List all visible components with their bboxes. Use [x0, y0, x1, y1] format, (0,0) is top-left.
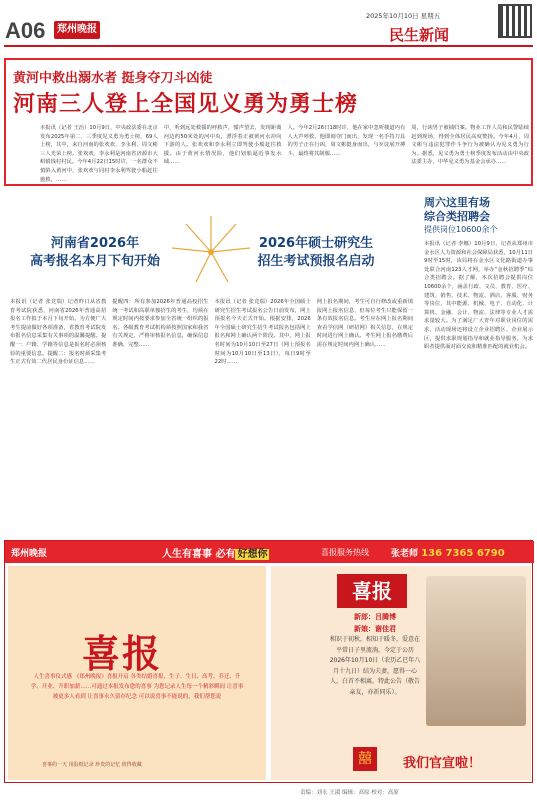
page-number: A06 — [5, 18, 46, 43]
header-rule — [4, 45, 533, 47]
text-column: 本报讯（记者 张竞瑞）2026年全国硕士研究生招生考试报名公告日前发布，网上预报名今天正式开始。根据安排，2026年全国硕士研究生招生考试报名包括网上报名和网上确认两个阶段。其中，网上报名时间为10月10日至27日（网上预报名时间为10月10日至13日），每日9时至22时…… — [214, 299, 311, 366]
couple-photo — [426, 576, 526, 726]
side-article — [424, 196, 533, 531]
contact-name: 张老师 — [391, 549, 419, 559]
bride-name: 新娘：谢佳君 — [354, 624, 396, 633]
right-headline-line2: 招生考试预报名启动 — [257, 254, 375, 269]
top-story — [4, 58, 533, 186]
text-column: 人。今年2月26日18时许，他在家中忽听楼道内有人大声呼救，他即刻夺门而出，发现一名手持刀具的男子正在行凶，周文彬挺身而出，与歹徒展开搏斗，最终将其制服…… — [287, 125, 406, 157]
groom-name: 新郎：吕腾博 — [354, 613, 396, 621]
hotline-label: 喜报服务热线 — [321, 548, 369, 557]
issue-date: 2025年10月10日 星期五 — [366, 12, 441, 20]
qr-code-icon — [498, 4, 532, 38]
phone-number: 136 7365 6790 — [421, 548, 505, 559]
text-column: 本报讯（记者 王治）10月9日，中央政法委在北京发布2025年第二、三季度见义勇为勇士榜，69人上榜，其中，来自河南的张欢欢、李永利、周文彬三人光荣上榜。张欢欢，李永利是河南省济源市大峪镇钱村村民。今年4月22日15时许，一名群众不慎陷入黄河中，张欢欢与同村李永利驾驶小船赶往施救，…… — [40, 125, 158, 183]
section-title: 民生新闻 — [389, 26, 450, 44]
top-story-kicker: 黄河中救出溺水者 挺身夺刀斗凶徒 — [13, 71, 213, 86]
hotline-contact — [391, 546, 505, 559]
text-column: 提醒四：所有参加2026年普通高校招生统一考试和高职单独招生的考生，均须在规定时间内按要求参加全省统一组织的报名。各级教育考试机构须按照国家和我省有关规定，严格审核报名信息，确保信息准确、完整…… — [112, 299, 209, 348]
side-subtitle: 提供岗位10600余个 — [424, 225, 498, 234]
advertisement — [4, 540, 533, 783]
announce-caption: 我们官宣啦！ — [403, 756, 482, 771]
slogan-highlight: 好想你 — [237, 549, 268, 560]
top-story-body — [40, 124, 529, 184]
side-title-line1: 周六这里有场 — [424, 196, 490, 209]
page-credits: 责编：刘永 王淑 编辑：高原 校对：高原 — [300, 790, 399, 796]
right-headline — [236, 235, 396, 271]
top-story-title: 河南三人登上全国见义勇为勇士榜 — [13, 91, 359, 117]
left-headline-line2: 高考报名本月下旬开始 — [30, 254, 161, 269]
right-headline-line1: 2026年硕士研究生 — [258, 236, 374, 251]
wedding-card — [329, 612, 421, 698]
left-headline — [30, 235, 160, 271]
double-happiness-icon: 囍 — [353, 747, 377, 771]
side-title-line2: 综合类招聘会 — [424, 210, 490, 223]
ad-right-panel — [271, 566, 531, 780]
ad-left-panel — [8, 566, 266, 780]
left-headline-line1: 河南省2026年 — [50, 236, 140, 251]
ad-left-footer: 喜事的一天 用报纸记录 珍贵的记忆 值得收藏 — [42, 762, 142, 768]
ad-left-title: 喜报 — [82, 631, 163, 676]
ad-banner — [5, 541, 534, 563]
wedding-message: 相识于初秋，相知于暖冬，爱意在平常日子里流淌。今定于公历2026年10月10日（农历乙巳年八月十九日）结为夫妻，愿得一心人，白首不相离。特此公告（敬告亲友，亦祈同乐）。 — [329, 636, 421, 696]
text-column: 本报讯（记者 张竞瑞）记者昨日从省教育考试院获悉，河南省2026年普通高招报名工作拟于本月下旬开始。为方便广大考生提前做好各项准备，省教育考试院发布报名信息采集有关事项的温馨提醒。提醒一：户籍、学籍等信息是报名时必须核验的重要信息。提醒二：报名时须采集考生正式有效二代居民身份证信息…… — [10, 299, 107, 366]
ad-left-list: 人生喜事仪式感 《郑州晚报》喜报开启 各类结婚喜报、生子、生日、高考、乔迁、升学、开业、升职加薪……可通过本报发布您的喜事 为您记录人生每一个精彩瞬间 让喜事被更多人看到 让喜事永久留存纪念 可以说喜事不能说的，我们帮您说 — [30, 674, 244, 700]
page-header — [0, 0, 537, 48]
text-column: 中，听到远处救援的呼救声，循声望去，发现距离河边约50米处的河中央，漂浮着正被黄河水冲向下游的人。张欢欢和李永利立即驾驶小船赶往救援。由于黄河水情况险，他们划船逼近事发水域…… — [163, 125, 282, 166]
middle-articles — [10, 298, 413, 528]
newspaper-logo: 郑州晚报 — [54, 21, 100, 39]
ad-right-title: 喜报 — [337, 574, 407, 608]
ad-logo: 郑州晚报 — [11, 549, 48, 559]
ad-slogan — [162, 545, 269, 560]
text-column: 周，行凶男子被捕归案。物业工作人员和民警陆续赶到现场，得到全体居民高度赞扬。今年4月，周文彬与违法犯罪作斗争行为被确认为见义勇为行为。据悉，见义勇为勇士榜季度发布活动由中央政法委主办，中华见义勇为基金会承办…… — [411, 125, 529, 166]
text-column: 网上报名期间，考生可自行修改或重新填报网上报名信息，但每位考生只能保留一条有效报名信息。考生应在网上报名期间查看学信网（研招网）相关信息，在规定时间进行网上确认。考生网上报名缴费后需在规定时间内网上确认…… — [316, 299, 413, 348]
slogan-text: 人生有喜事 必有 — [162, 549, 236, 560]
side-body: 本报讯（记者 李娜）10月9日，记者从郑州市金水区人力资源和社会保障局获悉，10月11日9时至15时，该局将在金水区文化路街道办事处联合河南123人才网，举办“金秋招聘季”综合类招聘会。据了解，本次招聘会提供岗位10600余个，涵盖行政、文员、教育、医疗、建筑、销售、技术、物流、酒店、客服、财务等岗位，其中能源、机械、电子、自动化、计算机、金融、会计、物流、法律等专业人才需求量较大。为了满足广大青年对职业岗位的需求，活动现场还将设立企业招聘区、企业展示区，提供求职规划指导和就业指导服务，为求职者提供面对面交流和精准匹配的就业机会。 — [424, 241, 533, 351]
